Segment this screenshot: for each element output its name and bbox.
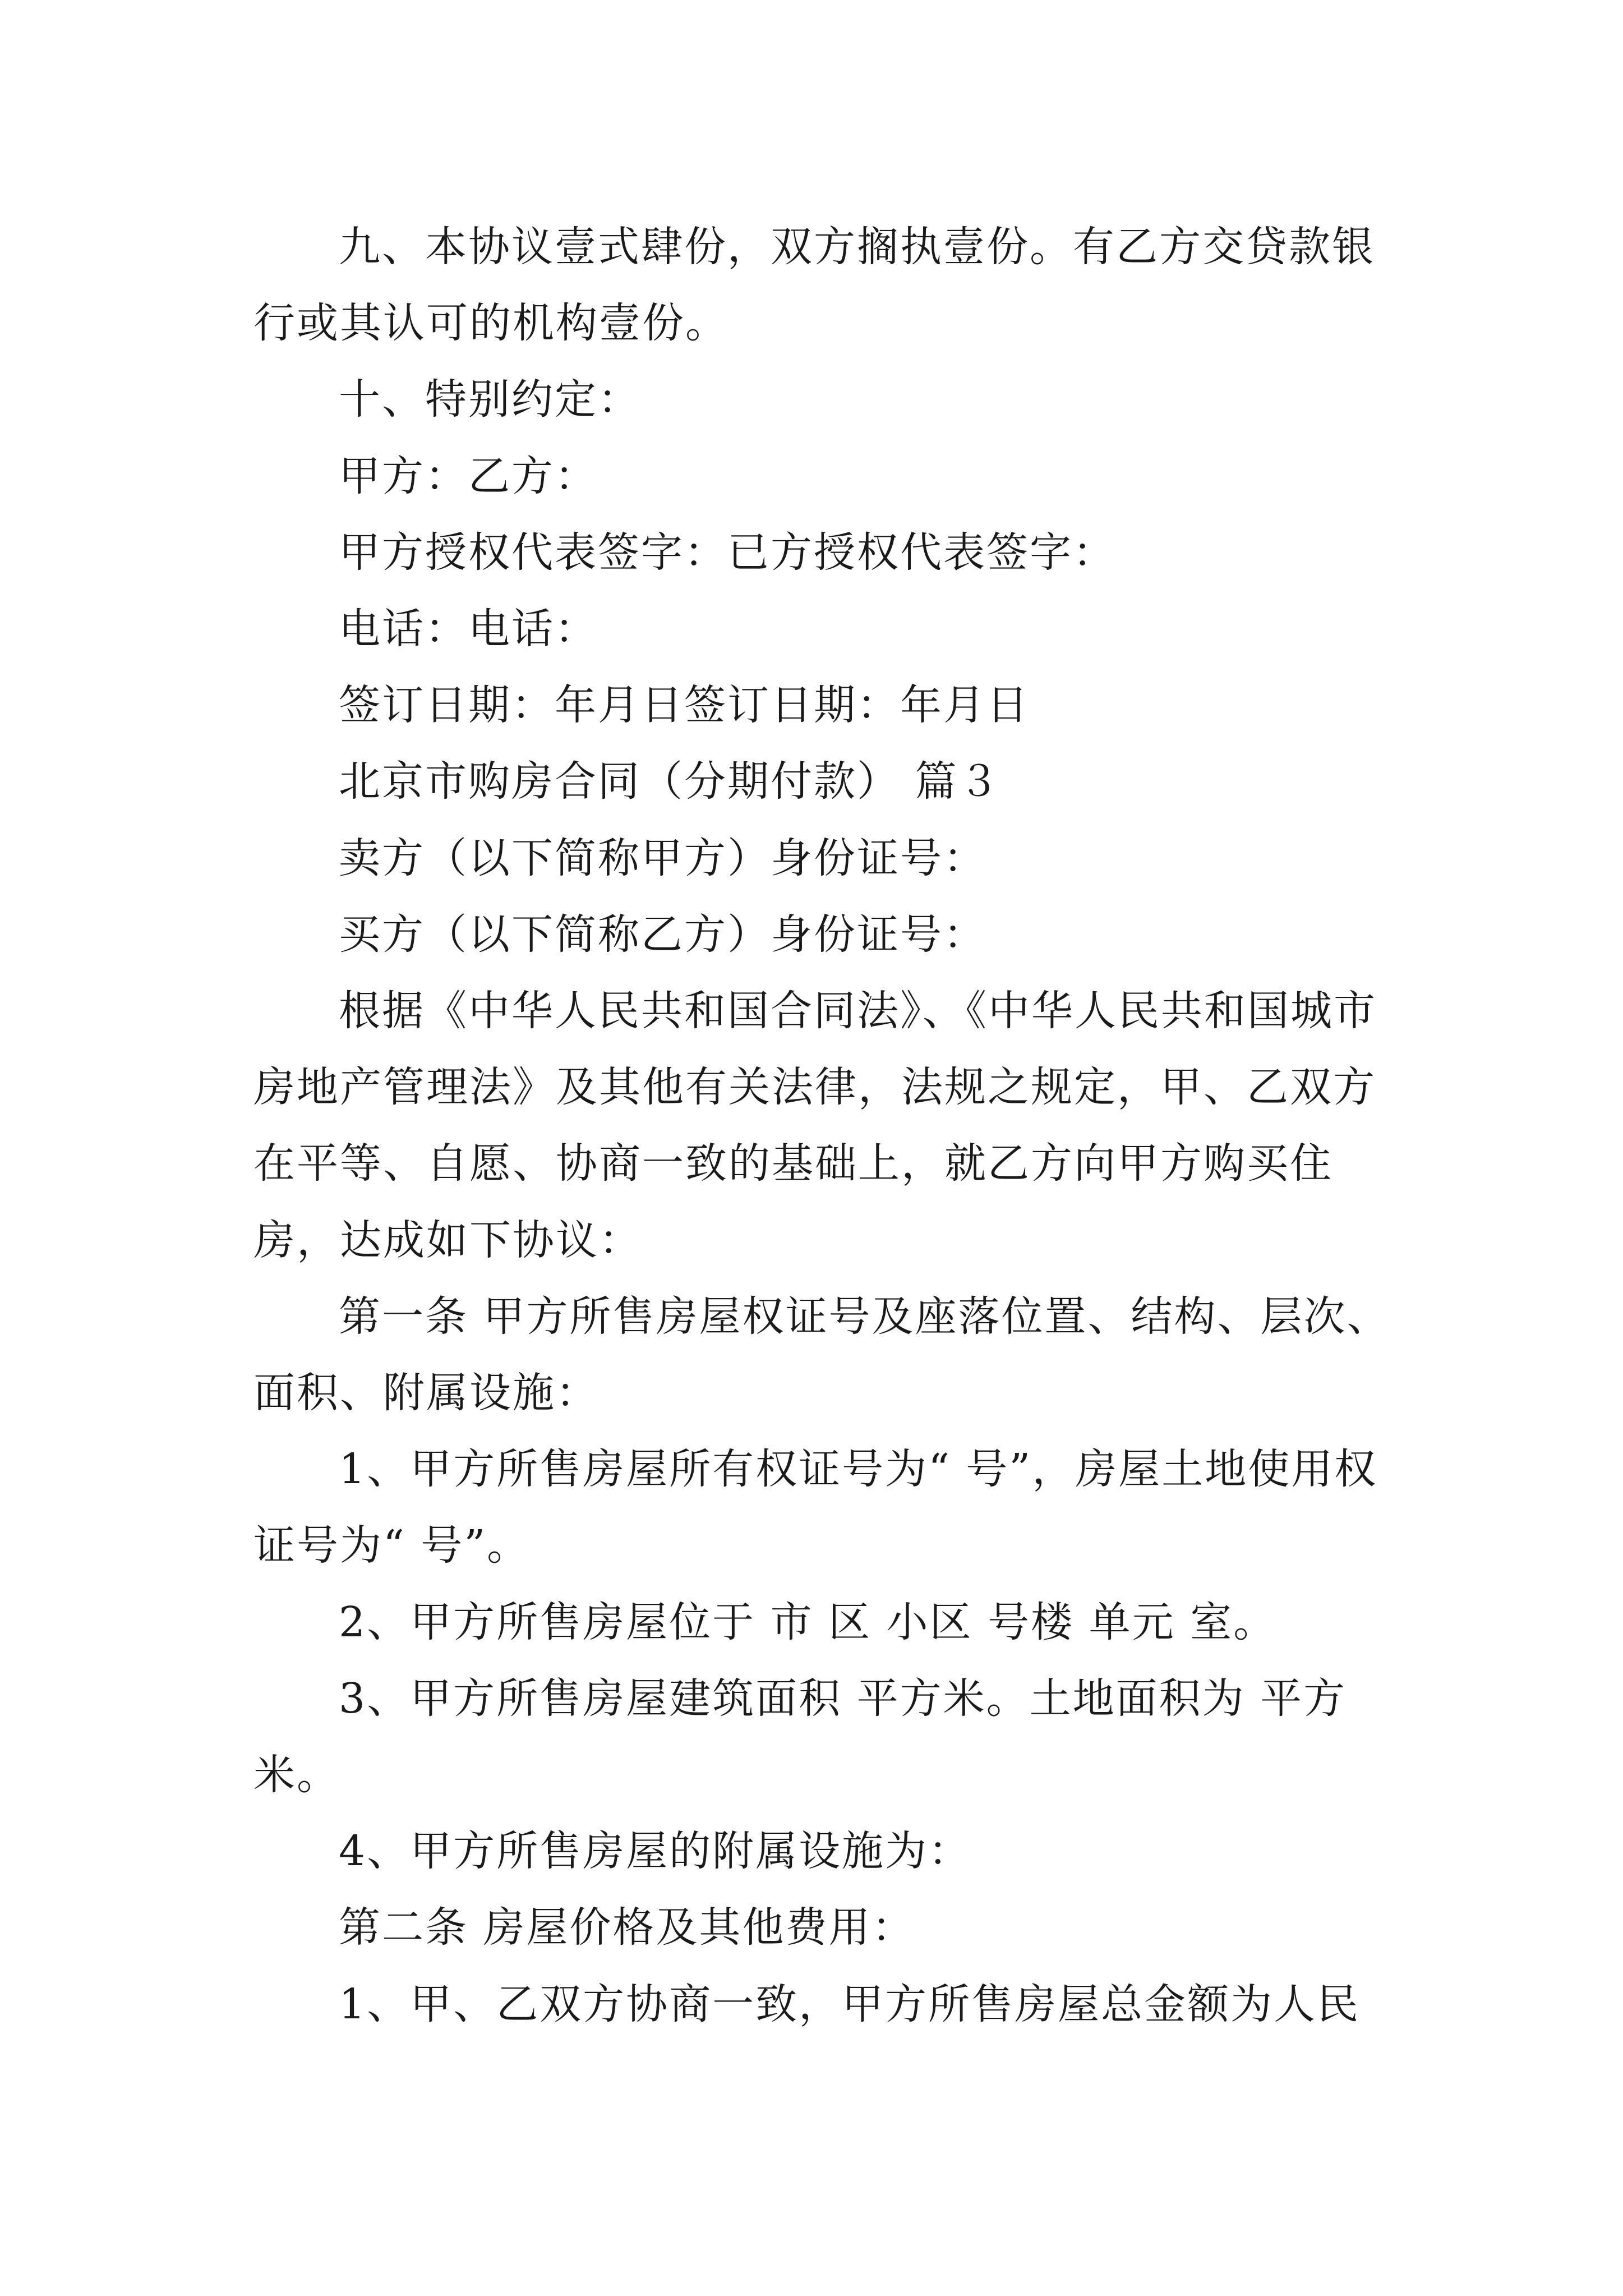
section-title: 北京市购房合同（分期付款） 篇３ [339, 757, 1002, 806]
article-one-item-1: 1、甲方所售房屋所有权证号为“ 号”，房屋土地使用权证号为“ 号”。 [253, 1445, 1378, 1570]
phone-line: 电话：电话： [339, 605, 598, 654]
article-one-item-2: 2、甲方所售房屋位于 市 区 小区 号楼 单元 室。 [339, 1598, 1277, 1646]
clause-nine-copies: 九、本协议壹式肆份，双方搁执壹份。有乙方交贷款银行或其认可的机构壹份。 [253, 223, 1375, 348]
document-body [253, 209, 1398, 2042]
preamble-paragraph: 根据《中华人民共和国合同法》、《中华人民共和国城市房地产管理法》及其他有关法律，法规之规定，甲、乙双方在平等、自愿、协商一致的基础上，就乙方向甲方购买住房，达成如下协议： [253, 987, 1377, 1264]
authorized-representative-line: 甲方授权代表签字：已方授权代表签字： [339, 528, 1116, 577]
buyer-id-line: 买方（以下简称乙方）身份证号： [339, 910, 986, 959]
article-one-heading: 第一条 甲方所售房屋权证号及座落位置、结构、层次、面积、附属设施： [253, 1292, 1390, 1418]
signing-date-line: 签订日期：年月日签订日期：年月日 [339, 681, 1030, 730]
article-two-heading: 第二条 房屋价格及其他费用： [339, 1903, 915, 1952]
party-signature-line: 甲方：乙方： [339, 452, 598, 500]
article-one-item-3: 3、甲方所售房屋建筑面积 平方米。土地面积为 平方米。 [253, 1674, 1347, 1800]
article-two-item-1: 1、甲、乙双方协商一致，甲方所售房屋总金额为人民 [339, 1980, 1361, 2028]
seller-id-line: 卖方（以下简称甲方）身份证号： [339, 834, 986, 882]
clause-ten-special-agreement: 十、特别约定： [339, 375, 641, 424]
article-one-item-4: 4、甲方所售房屋的附属设施为： [339, 1827, 972, 1876]
